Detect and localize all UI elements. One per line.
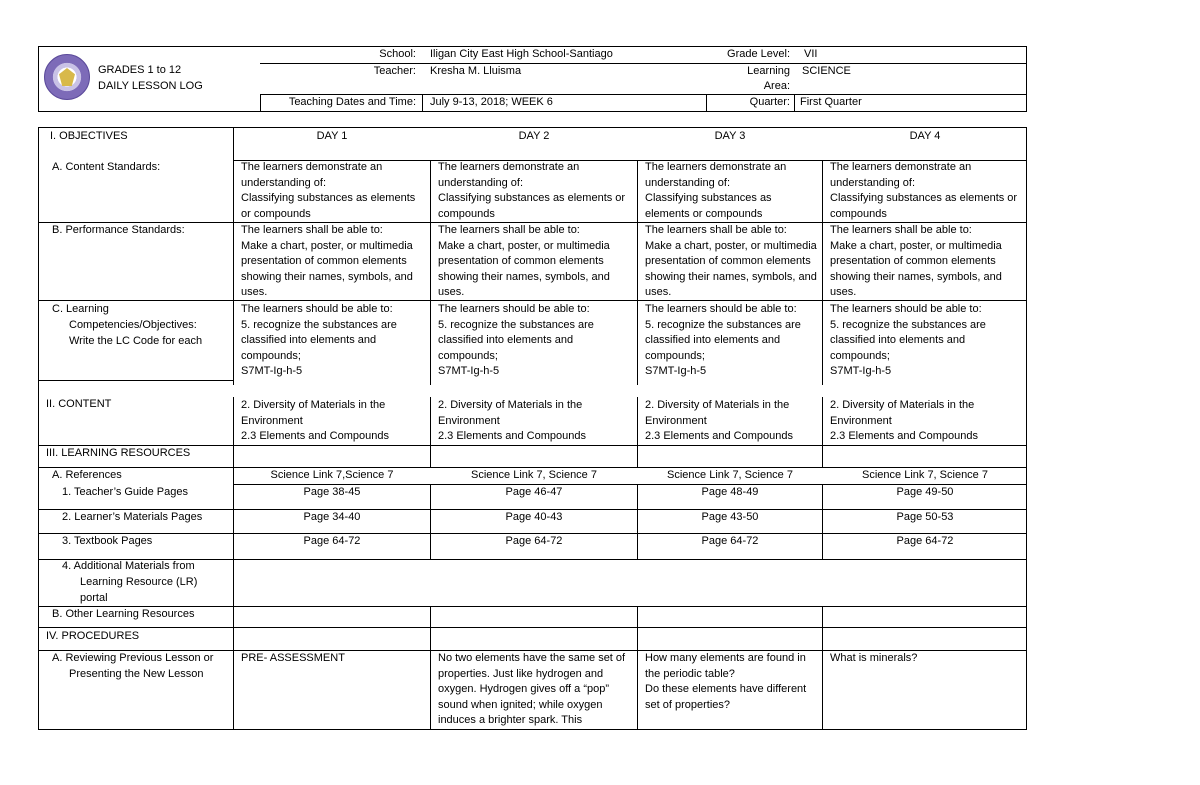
- col-divider: [233, 127, 234, 385]
- quarter-value: First Quarter: [800, 96, 862, 108]
- objectives-heading: I. OBJECTIVES: [50, 130, 128, 142]
- row-divider: [38, 380, 234, 381]
- references-day2: Science Link 7, Science 7: [471, 469, 597, 481]
- review-label-1: A. Reviewing Previous Lesson or: [52, 652, 214, 664]
- content-day1: 2. Diversity of Materials in the Environment 2.3 Elements and Compounds: [241, 399, 389, 443]
- content-day2: 2. Diversity of Materials in the Environment 2.3 Elements and Compounds: [438, 399, 586, 443]
- resources-heading: III. LEARNING RESOURCES: [46, 447, 191, 459]
- review-day3: How many elements are found in the periodic table? Do these elements have different set of properties?: [645, 652, 807, 711]
- lm-day3: Page 43-50: [701, 511, 759, 523]
- competencies-day1: The learners should be able to: 5. recognize the substances are classified into elements and compounds; S7MT-Ig-h-5: [241, 303, 397, 378]
- references-day4: Science Link 7, Science 7: [862, 469, 988, 481]
- performance-label: B. Performance Standards:: [52, 224, 185, 236]
- grade-value: VII: [804, 48, 818, 60]
- add-label-2: Learning Resource (LR): [80, 576, 198, 588]
- tb-day2: Page 64-72: [505, 535, 563, 547]
- references-label: A. References: [52, 469, 122, 481]
- review-day4: What is minerals?: [830, 652, 918, 664]
- competencies-label-2: Competencies/Objectives:: [69, 319, 197, 331]
- col-divider: [430, 160, 431, 385]
- content-standards-day1: The learners demonstrate an understanding of: Classifying substances as elements or compounds: [241, 161, 416, 220]
- tb-label: 3. Textbook Pages: [62, 535, 153, 547]
- content-standards-day2: The learners demonstrate an understanding of: Classifying substances as elements or compounds: [438, 161, 626, 220]
- col-divider: [822, 606, 823, 730]
- col-divider: [430, 397, 431, 467]
- references-day1: Science Link 7,Science 7: [270, 469, 394, 481]
- review-day1: PRE- ASSESSMENT: [241, 652, 345, 664]
- procedures-heading: IV. PROCEDURES: [46, 630, 140, 642]
- performance-day1: The learners shall be able to: Make a chart, poster, or multimedia presentation of common elements showing their names, symbols, and uses.: [241, 224, 413, 299]
- add-label-3: portal: [80, 592, 108, 604]
- col-divider: [430, 606, 431, 730]
- col-divider: [233, 397, 234, 730]
- tg-day3: Page 48-49: [701, 486, 759, 498]
- area-label-2: Area:: [763, 80, 790, 92]
- col-divider: [822, 397, 823, 467]
- school-value: Iligan City East High School-Santiago: [430, 48, 613, 60]
- content-day3: 2. Diversity of Materials in the Environment 2.3 Elements and Compounds: [645, 399, 793, 443]
- references-day3: Science Link 7, Science 7: [667, 469, 793, 481]
- row-divider: [38, 627, 1027, 628]
- lm-label: 2. Learner’s Materials Pages: [62, 511, 203, 523]
- header-divider: [422, 94, 423, 112]
- quarter-label: Quarter:: [749, 96, 790, 108]
- tb-day4: Page 64-72: [896, 535, 954, 547]
- col-divider: [822, 160, 823, 385]
- competencies-day4: The learners should be able to: 5. recognize the substances are classified into elements and compounds; S7MT-Ig-h-5: [830, 303, 986, 378]
- tg-label: 1. Teacher’s Guide Pages: [62, 486, 188, 498]
- tg-day1: Page 38-45: [303, 486, 361, 498]
- col-divider: [637, 160, 638, 385]
- content-standards-day3: The learners demonstrate an understanding of: Classifying substances as elements or compounds: [645, 161, 787, 220]
- header-title-line2: DAILY LESSON LOG: [98, 80, 203, 92]
- performance-day3: The learners shall be able to: Make a chart, poster, or multimedia presentation of common elements showing their names, symbols, and uses.: [645, 224, 817, 299]
- col-divider: [637, 397, 638, 467]
- col-divider: [637, 606, 638, 730]
- area-label: Learning: [747, 65, 790, 77]
- competencies-day2: The learners should be able to: 5. recognize the substances are classified into elements and compounds; S7MT-Ig-h-5: [438, 303, 594, 378]
- performance-day4: The learners shall be able to: Make a chart, poster, or multimedia presentation of common elements showing their names, symbols, and uses.: [830, 224, 1002, 299]
- competencies-label-1: C. Learning: [52, 303, 109, 315]
- deped-seal-icon: [44, 54, 90, 100]
- tg-day2: Page 46-47: [505, 486, 563, 498]
- tb-day3: Page 64-72: [701, 535, 759, 547]
- tg-day4: Page 49-50: [896, 486, 954, 498]
- review-label-2: Presenting the New Lesson: [69, 668, 204, 680]
- area-value: SCIENCE: [802, 65, 851, 77]
- review-day2: No two elements have the same set of properties. Just like hydrogen and oxygen. Hydrogen gives off a “pop” sound when ignited; while oxygen induces a brighter spark. This: [438, 652, 626, 727]
- header-title-line1: GRADES 1 to 12: [98, 64, 182, 76]
- grade-label: Grade Level:: [727, 48, 790, 60]
- content-heading: II. CONTENT: [46, 398, 112, 410]
- teacher-label: Teacher:: [373, 65, 416, 77]
- teacher-value: Kresha M. Lluisma: [430, 65, 522, 77]
- tb-day1: Page 64-72: [303, 535, 361, 547]
- content-day4: 2. Diversity of Materials in the Environment 2.3 Elements and Compounds: [830, 399, 978, 443]
- day3-heading: DAY 3: [714, 130, 746, 142]
- lm-day2: Page 40-43: [505, 511, 563, 523]
- day1-heading: DAY 1: [316, 130, 348, 142]
- school-label: School:: [379, 48, 416, 60]
- other-label: B. Other Learning Resources: [52, 608, 195, 620]
- competencies-label-3: Write the LC Code for each: [69, 335, 203, 347]
- performance-day2: The learners shall be able to: Make a chart, poster, or multimedia presentation of common elements showing their names, symbols, and uses.: [438, 224, 610, 299]
- day4-heading: DAY 4: [909, 130, 941, 142]
- dates-label: Teaching Dates and Time:: [288, 96, 416, 108]
- lm-day1: Page 34-40: [303, 511, 361, 523]
- add-label-1: 4. Additional Materials from: [62, 560, 195, 572]
- day2-heading: DAY 2: [518, 130, 550, 142]
- competencies-day3: The learners should be able to: 5. recognize the substances are classified into elements and compounds; S7MT-Ig-h-5: [645, 303, 801, 378]
- content-standards-day4: The learners demonstrate an understanding of: Classifying substances as elements or compounds: [830, 161, 1018, 220]
- lm-day4: Page 50-53: [896, 511, 954, 523]
- dates-value: July 9-13, 2018; WEEK 6: [430, 96, 553, 108]
- content-standards-label: A. Content Standards:: [52, 161, 161, 173]
- header-divider: [706, 94, 707, 112]
- header-divider: [794, 94, 795, 112]
